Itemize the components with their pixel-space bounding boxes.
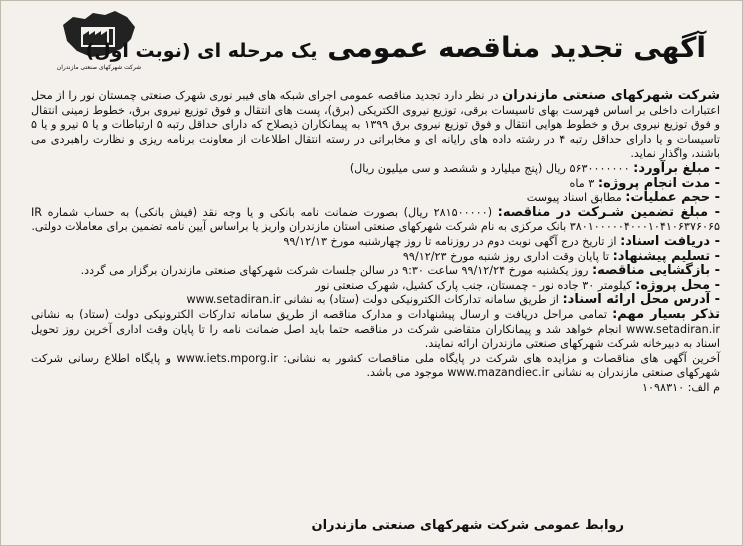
item-submit-bid: - تسلیم پیشنهاد: تا پایان وقت اداری روز شنبه مورخ ۹۹/۱۲/۲۳ [402, 248, 720, 264]
item-location: - محل پروژه: کیلومتر ۳۰ جاده نور - چمستان، جنب پارک کشیل، شهرک صنعتی نور [315, 277, 720, 293]
item-duration: - مدت انجام پروژه: ۳ ماه [569, 175, 720, 191]
item-estimate: - مبلغ برآورد: ۵۶۳۰۰۰۰۰۰۰ ریال (پنج میلیارد و ششصد و سی میلیون ریال) [349, 160, 720, 176]
important-note-label: تذکر بسیار مهم: [612, 306, 720, 322]
logo-caption: شرکت شهرکهای صنعتی مازندران [56, 64, 142, 71]
signature-line: روابط عمومی شرکت شهرکهای صنعتی مازندران [311, 518, 624, 533]
intro-org: شرکت شهرکهای صنعتی مازندران [502, 88, 720, 103]
item-scope: - حجم عملیات: مطابق اسناد پیوست [526, 190, 720, 206]
item-receive-docs: - دریافت اسناد: از تاریخ درج آگهی نوبت دوم در روزنامه تا روز چهارشنبه مورخ ۹۹/۱۲/۱۳ [283, 233, 720, 249]
intro-paragraph [31, 89, 720, 162]
item-guarantee: - مبلغ تضمین شـرکت در مناقصه: (۲۸۱۵۰۰۰۰۰ ریال) بصورت ضمانت نامه بانکی و یا وجه نقد (فیش بانکی) به حساب شماره IR ۳۸۰۱۰۰۰۰۰۴۰۰۰۱۰۴۱۰۶۳۷۶۰۶۵ بانک مرکزی به نام شرکت شهرکهای صنعتی استان مازندران واریز یا براساس آیین نامه تضمین برای معاملات دولتی. [31, 204, 720, 234]
important-note-text: تمامی مراحل دریافت و ارسال پیشنهادات و مدارک مناقصه از طریق سامانه تدارکات الکترونیکی دولت (ستاد) به نشانی www.setadiran.ir انجام خواهد شد و پیمانکاران متقاضی شرکت در مناقصه حتما باید اصل ضمانت نامه را تا پایان وقت اداری آخرین روز تحویل اسناد به دبیرخانه شرکت شهرکهای صنعتی مازندران ارائه نمایند. [31, 307, 720, 351]
item-submit-address: - آدرس محل ارائه اسناد: از طریق سامانه تدارکات الکترونیکی دولت (ستاد) به نشانی www.setadiran.ir [186, 292, 720, 308]
ad-reference: م الف: ۱۰۹۸۳۱۰ [642, 380, 720, 394]
ad-title-suffix: یک مرحله ای (نوبت اول) [85, 40, 318, 62]
ad-body [31, 89, 720, 395]
ad-title-main: آگهی تجدید مناقصه عمومی [327, 31, 706, 64]
ad-title [85, 31, 706, 64]
footer-note: آخرین آگهی های مناقصات و مزایده های شرکت در پایگاه ملی مناقصات کشور به نشانی: www.iets.mporg.ir و پایگاه اطلاع رسانی شرکت شهرکهای صنعتی مازندران به نشانی www.mazandiec.ir موجود می باشد. [31, 351, 720, 380]
intro-text: در نظر دارد تجدید مناقصه عمومی اجرای شبکه های فیبر نوری شهرک صنعتی چمستان نور را از محل اعتبارات داخلی بر اساس فهرست بهای تاسیسات برقی، توزیع نیروی الکتریکی (برق)، پست های انتقال و فوق توزیع نیروی برق، خطوط زمینی انتقال و فوق توزیع نیروی برق و خطوط هوایی انتقال و فوق توزیع نیروی برق ۱۳۹۹ به پیمانکاران ذیصلاح که دارای حداقل رتبه ۵ ارتباطات و یا ۵ نیرو و یا ۵ تاسیسات و یا دارای حداقل رتبه ۴ در رشته داده های رایانه ای و مخابراتی در رسته انتقال اطلاعات از معاونت برنامه ریزی و نظارت راهبردی می باشند، واگذار نماید. [31, 89, 721, 161]
important-note [31, 308, 720, 352]
item-opening: - بازگشایی مناقصه: روز یکشنبه مورخ ۹۹/۱۲/۲۴ ساعت ۹:۳۰ در سالن جلسات شرکت شهرکهای صنعتی مازندران برگزار می گردد. [80, 263, 720, 279]
